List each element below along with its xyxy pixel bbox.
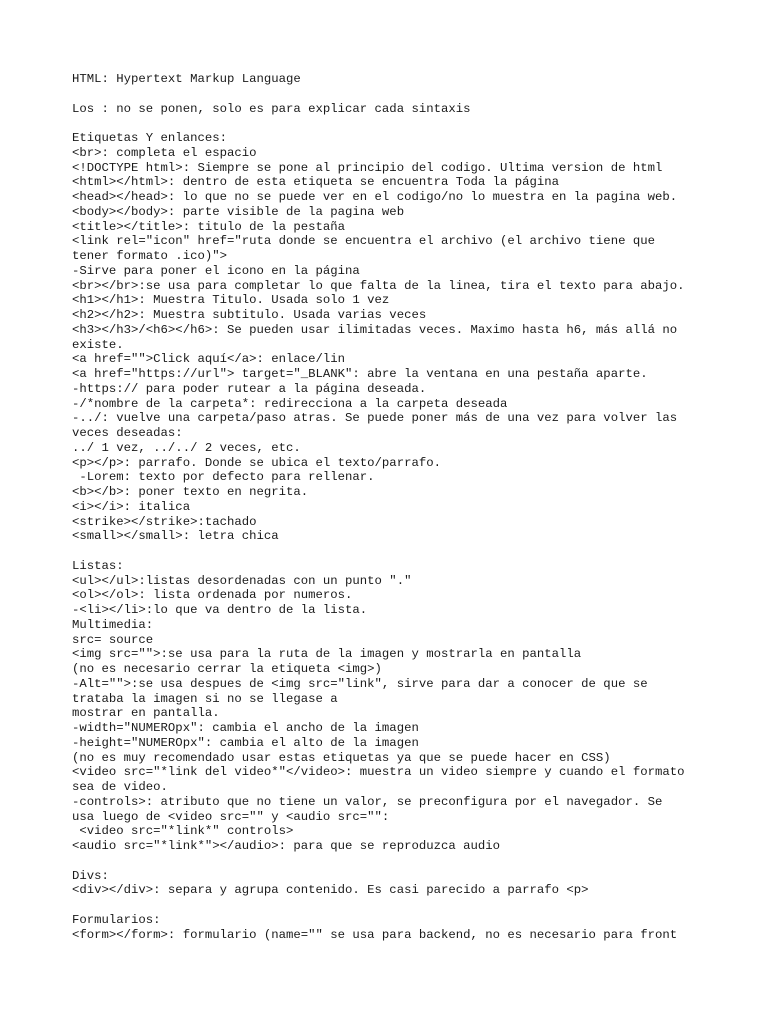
blank-line — [72, 87, 732, 102]
text-line: <h1></h1>: Muestra Titulo. Usada solo 1 vez — [72, 293, 390, 308]
text-line: <body></body>: parte visible de la pagina web — [72, 204, 405, 219]
text-line: tener formato .ico)"> — [72, 249, 227, 263]
text-line: Formularios: — [72, 912, 161, 927]
text-line: <link rel="icon" href="ruta donde se encuentra el archivo (el archivo tiene que — [72, 234, 655, 249]
text-line: -../: vuelve una carpeta/paso atras. Se puede poner más de una vez para volver las — [72, 411, 678, 426]
text-line: <form></form>: formulario (name="" se usa para backend, no es necesario para front — [72, 927, 678, 942]
blank-line — [72, 116, 732, 131]
text-line: HTML: Hypertext Markup Language — [72, 72, 301, 86]
text-line: -width="NUMEROpx": cambia el ancho de la imagen — [72, 721, 419, 735]
text-line: usa luego de <video src="" y <audio src="": — [72, 809, 390, 824]
text-line: <audio src="*link*"></audio>: para que se reproduzca audio — [72, 839, 501, 853]
blank-line — [72, 898, 732, 913]
text-line: (no es necesario cerrar la etiqueta <img>) — [72, 662, 382, 676]
text-line: <b></b>: poner texto en negrita. — [72, 485, 309, 499]
text-line: <h2></h2>: Muestra subtitulo. Usada varias veces — [72, 308, 427, 322]
text-line: <br>: completa el espacio — [72, 145, 257, 160]
text-line: (no es muy recomendado usar estas etiquetas ya que se puede hacer en CSS) — [72, 750, 611, 765]
text-line: <html></html>: dentro de esta etiqueta se encuentra Toda la página — [72, 175, 560, 190]
text-line: -/*nombre de la carpeta*: redirecciona a la carpeta deseada — [72, 396, 508, 411]
blank-line — [72, 544, 732, 559]
text-line: <h3></h3>/<h6></h6>: Se pueden usar ilimitadas veces. Maximo hasta h6, más allá no — [72, 322, 678, 337]
text-line: -Alt="">:se usa despues de <img src="link", sirve para dar a conocer de que se — [72, 676, 648, 691]
text-line: <div></div>: separa y agrupa contenido. Es casi parecido a parrafo <p> — [72, 883, 589, 898]
text-line: <img src="">:se usa para la ruta de la imagen y mostrarla en pantalla — [72, 647, 582, 662]
text-line: <head></head>: lo que no se puede ver en el codigo/no lo muestra en la pagina web. — [72, 190, 678, 204]
text-line: Listas: — [72, 558, 124, 573]
text-line: <small></small>: letra chica — [72, 529, 279, 544]
text-line: -https:// para poder rutear a la página deseada. — [72, 381, 427, 396]
text-line: mostrar en pantalla. — [72, 706, 220, 721]
text-line: <ol></ol>: lista ordenada por numeros. — [72, 588, 353, 603]
text-line: <video src="*link del video*"</video>: muestra un video siempre y cuando el formato — [72, 765, 685, 780]
text-line: -height="NUMEROpx": cambia el alto de la imagen — [72, 735, 419, 750]
text-line: trataba la imagen si no se llegase a — [72, 691, 338, 706]
text-line: <title></title>: titulo de la pestaña — [72, 219, 346, 234]
text-line: existe. — [72, 337, 124, 352]
text-line: ../ 1 vez, ../../ 2 veces, etc. — [72, 440, 301, 455]
document-page — [72, 72, 732, 942]
text-line: -Sirve para poner el icono en la página — [72, 263, 360, 278]
text-line: -controls>: atributo que no tiene un valor, se preconfigura por el navegador. Se — [72, 794, 663, 809]
text-line: <i></i>: italica — [72, 499, 191, 514]
text-line: <a href="https://url"> target="_BLANK": abre la ventana en una pestaña aparte. — [72, 367, 648, 381]
text-line: Divs: — [72, 868, 109, 883]
text-line: Etiquetas Y enlances: — [72, 131, 227, 145]
text-line: <a href="">Click aquí</a>: enlace/lin — [72, 352, 346, 367]
text-line: sea de video. — [72, 780, 168, 794]
text-line: Los : no se ponen, solo es para explicar cada sintaxis — [72, 101, 471, 116]
text-line: -<li></li>:lo que va dentro de la lista. — [72, 603, 368, 617]
text-line: -Lorem: texto por defecto para rellenar. — [72, 470, 375, 485]
text-line: veces deseadas: — [72, 426, 183, 440]
text-line: <br></br>:se usa para completar lo que falta de la linea, tira el texto para abajo. — [72, 278, 685, 293]
blank-line — [72, 854, 732, 869]
text-line: <video src="*link*" controls> — [72, 824, 294, 839]
text-line: Multimedia: — [72, 617, 154, 632]
text-line: <!DOCTYPE html>: Siempre se pone al principio del codigo. Ultima version de html — [72, 160, 663, 175]
text-line: <p></p>: parrafo. Donde se ubica el texto/parrafo. — [72, 455, 441, 470]
text-line: <strike></strike>:tachado — [72, 514, 257, 529]
text-line: <ul></ul>:listas desordenadas con un punto "." — [72, 573, 412, 588]
text-line: src= source — [72, 632, 154, 647]
